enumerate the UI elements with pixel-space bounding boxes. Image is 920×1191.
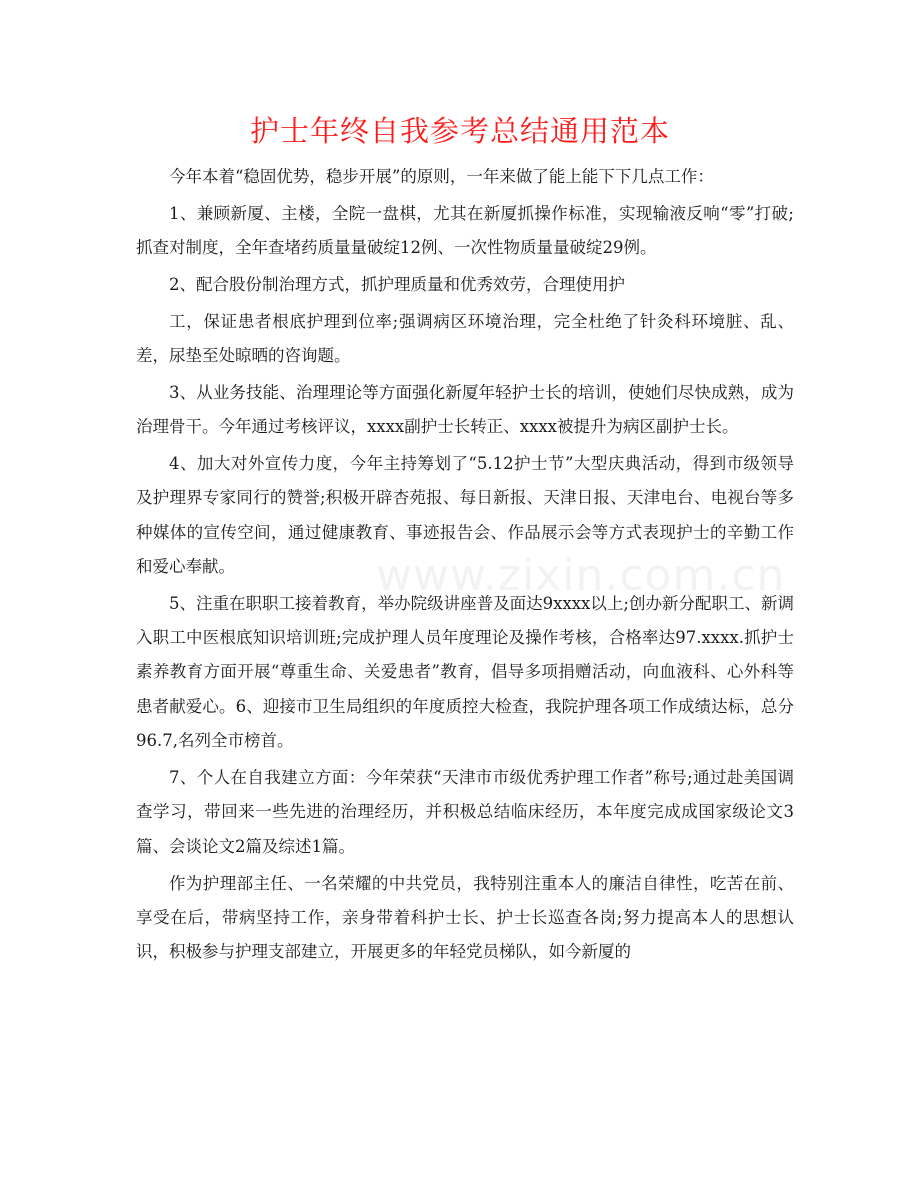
paragraph-item-2: 2、配合股份制治理方式，抓护理质量和优秀效劳，合理使用护 — [169, 274, 625, 294]
paragraph-item-1: 1、兼顾新厦、主楼，全院一盘棋，尤其在新厦抓操作标准，实现输液反响“零”打破;抓查对制度，全年查堵药质量量破绽12例、一次性物质量量破绽29例。 — [136, 203, 794, 258]
paragraph-intro: 今年本着“稳固优势，稳步开展”的原则，一年来做了能上能下下几点工作： — [169, 167, 714, 186]
watermark: www.zixin.com.cn — [376, 550, 786, 601]
document-body — [136, 160, 794, 972]
paragraph-item-2-continued: 工，保证患者根底护理到位率;强调病区环境治理，完全杜绝了针灸科环境脏、乱、差，尿垫至处晾晒的咨询题。 — [136, 311, 794, 365]
paragraph-closing: 作为护理部主任、一名荣耀的中共党员，我特别注重本人的廉洁自律性，吃苦在前、享受在后，带病坚持工作，亲身带着科护士长、护士长巡查各岗;努力提高本人的思想认识，积极参与护理支部建立，开展更多的年轻党员梯队，如今新厦的 — [136, 873, 794, 962]
paragraph-item-7: 7、个人在自我建立方面：今年荣获“天津市市级优秀护理工作者”称号;通过赴美国调查学习，带回来一些先进的治理经历，并积极总结临床经历，本年度完成成国家级论文3篇、会谈论文2篇及综述1篇。 — [136, 767, 794, 856]
paragraph-item-4: 4、加大对外宣传力度，今年主持筹划了“5.12护士节”大型庆典活动，得到市级领导及护理界专家同行的赞誉;积极开辟杏苑报、每日新报、天津日报、天津电台、电视台等多种媒体的宣传空间，通过健康教育、事迹报告会、作品展示会等方式表现护士的辛勤工作和爱心奉献。 — [136, 453, 794, 576]
paragraph-item-3: 3、从业务技能、治理理论等方面强化新厦年轻护士长的培训，使她们尽快成熟，成为治理骨干。今年通过考核评议，xxxx副护士长转正、xxxx被提升为病区副护士长。 — [136, 382, 794, 437]
paragraph-item-5: 5、注重在职职工接着教育，举办院级讲座普及面达9xxxx以上;创办新分配职工、新调入职工中医根底知识培训班;完成护理人员年度理论及操作考核，合格率达97.xxxx.抓护士素养教育方面开展“尊重生命、关爱患者”教育，倡导多项捐赠活动，向血液科、心外科等患者献爱心。6、迎接市卫生局组织的年度质控大检查，我院护理各项工作成绩达标，总分96.7,名列全市榜首。 — [136, 593, 794, 751]
document-title: 护士年终自我参考总结通用范本 — [249, 114, 670, 148]
